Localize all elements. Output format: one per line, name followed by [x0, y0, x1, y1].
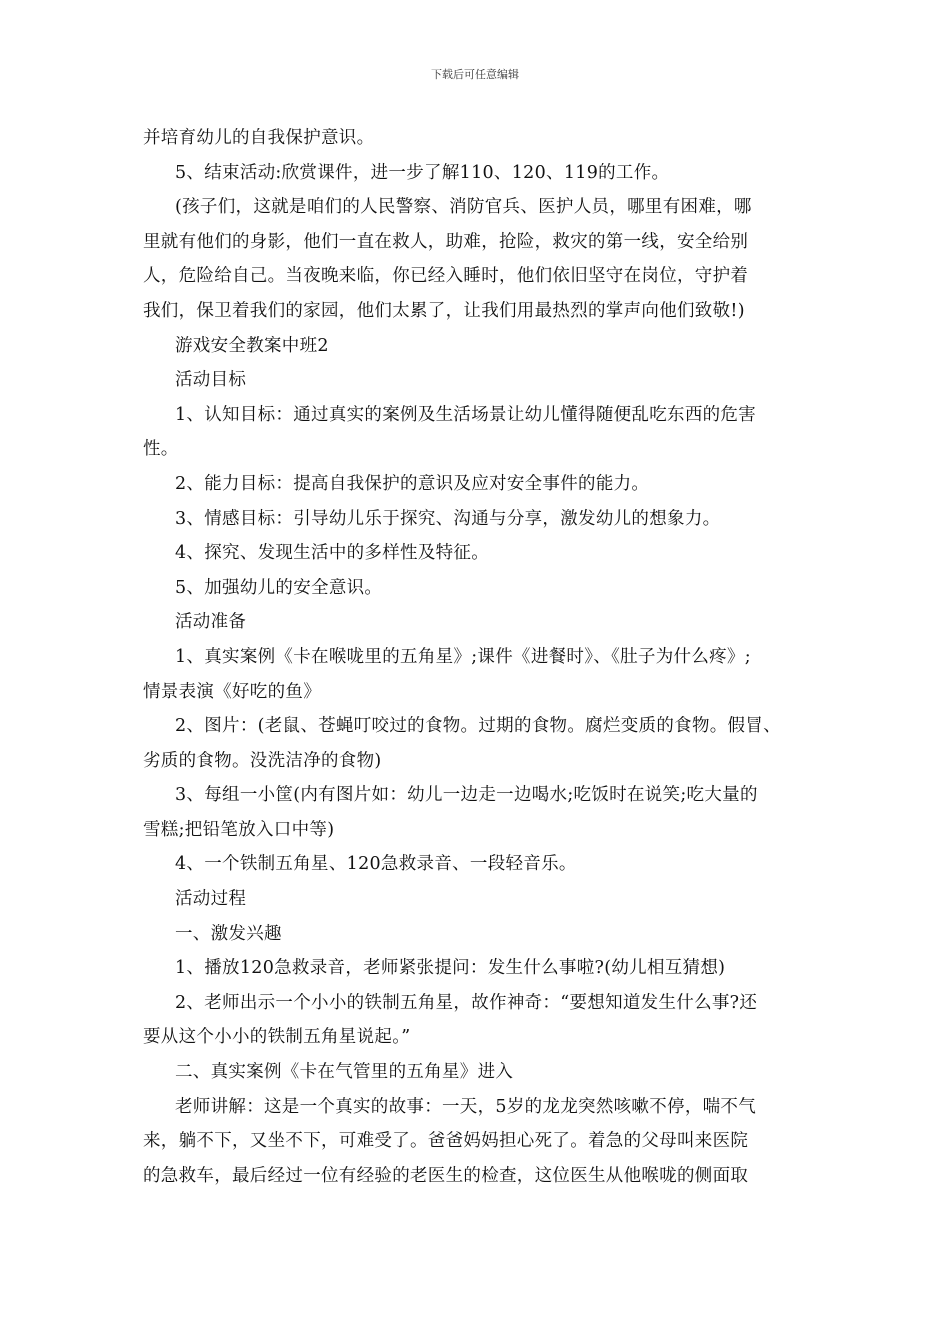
text-line: 1、真实案例《卡在喉咙里的五角星》;课件《进餐时》、《肚子为什么疼》;	[175, 646, 751, 667]
text-line: 人，危险给自己。当夜晚来临，你已经入睡时，他们依旧坚守在岗位，守护着	[143, 266, 749, 287]
text-line: 2、老师出示一个小小的铁制五角星，故作神奇：“要想知道发生什么事?还	[175, 992, 758, 1013]
text-line: 性。	[143, 439, 179, 460]
text-line: 劣质的食物。没洗洁净的食物)	[143, 750, 382, 771]
text-line: 活动目标	[175, 370, 247, 391]
text-line: 一、激发兴趣	[175, 923, 282, 944]
text-line: 5、结束活动:欣赏课件，进一步了解110、120、119的工作。	[175, 162, 670, 183]
text-line: 里就有他们的身影，他们一直在救人，助难，抢险，救灾的第一线，安全给别	[143, 231, 749, 252]
text-line: (孩子们，这就是咱们的人民警察、消防官兵、医护人员，哪里有困难，哪	[175, 197, 752, 218]
text-line: 要从这个小小的铁制五角星说起。”	[143, 1027, 411, 1048]
text-line: 游戏安全教案中班2	[175, 335, 329, 356]
text-line: 5、加强幼儿的安全意识。	[175, 577, 383, 598]
text-line: 老师讲解：这是一个真实的故事：一天，5岁的龙龙突然咳嗽不停，喘不气	[175, 1096, 757, 1117]
text-line: 1、播放120急救录音，老师紧张提问：发生什么事啦?(幼儿相互猜想)	[175, 958, 726, 979]
text-line: 3、每组一小筐(内有图片如：幼儿一边走一边喝水;吃饭时在说笑;吃大量的	[175, 785, 758, 806]
text-line: 活动准备	[175, 612, 247, 633]
page-header: 下载后可任意编辑	[431, 68, 519, 81]
text-line: 活动过程	[175, 889, 247, 910]
text-line: 的急救车，最后经过一位有经验的老医生的检查，这位医生从他喉咙的侧面取	[143, 1165, 749, 1186]
text-line: 2、图片：(老鼠、苍蝇叮咬过的食物。过期的食物。腐烂变质的食物。假冒、	[175, 716, 781, 737]
text-line: 情景表演《好吃的鱼》	[143, 681, 321, 702]
text-line: 4、一个铁制五角星、120急救录音、一段轻音乐。	[175, 854, 577, 875]
text-line: 并培育幼儿的自我保护意识。	[143, 128, 375, 148]
text-line: 1、认知目标：通过真实的案例及生活场景让幼儿懂得随便乱吃东西的危害	[175, 404, 757, 425]
text-line: 2、能力目标：提高自我保护的意识及应对安全事件的能力。	[175, 473, 650, 494]
text-line: 3、情感目标：引导幼儿乐于探究、沟通与分享，激发幼儿的想象力。	[175, 508, 721, 529]
text-line: 二、真实案例《卡在气管里的五角星》进入	[175, 1062, 514, 1083]
document-body	[143, 121, 811, 1193]
text-line: 我们，保卫着我们的家园，他们太累了，让我们用最热烈的掌声向他们致敬!)	[143, 300, 745, 321]
text-line: 来，躺不下，又坐不下，可难受了。爸爸妈妈担心死了。着急的父母叫来医院	[143, 1131, 749, 1152]
text-line: 雪糕;把铅笔放入口中等)	[143, 819, 335, 840]
text-line: 4、探究、发现生活中的多样性及特征。	[175, 543, 490, 564]
